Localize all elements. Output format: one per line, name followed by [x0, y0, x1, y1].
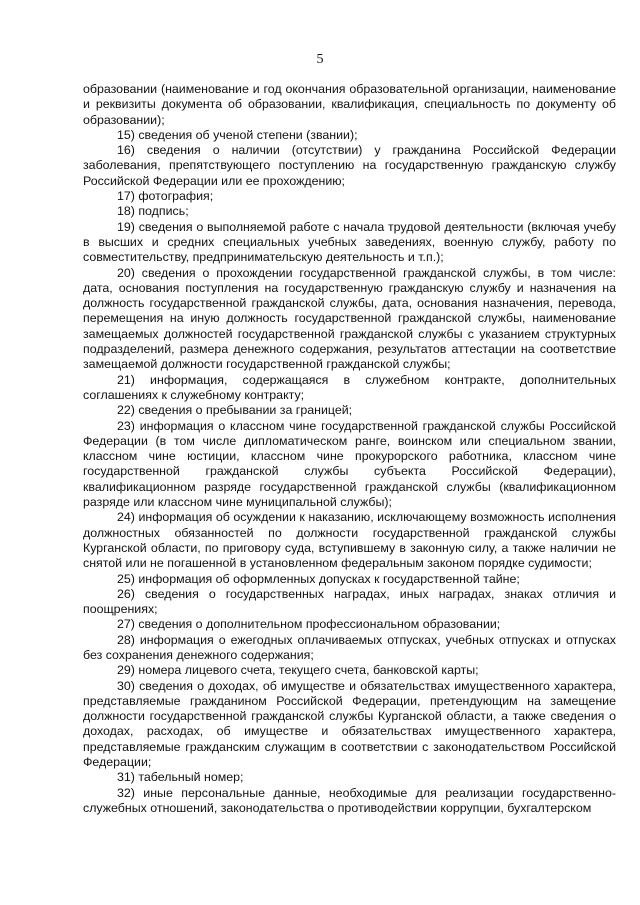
list-item-26: 26) сведения о государственных наградах, иных наградах, знаках отличия и поощрениях; — [83, 586, 616, 617]
list-item-28: 28) информация о ежегодных оплачиваемых отпусках, учебных отпусках и отпусках без сохранения денежного содержания; — [83, 632, 616, 662]
list-item-22: 22) сведения о пребывании за границей; — [117, 403, 353, 418]
list-item-29: 29) номера лицевого счета, текущего счета, банковской карты; — [117, 663, 479, 678]
list-item-21: 21) информация, содержащаяся в служебном контракте, дополнительных соглашениях к служебному контракту; — [83, 372, 616, 402]
list-item-19: 19) сведения о выполняемой работе с начала трудовой деятельности (включая учебу в высших и средних специальных учебных заведениях, военную службу, работу по совместительству, предпринимательскую деятельность и т.п.); — [83, 219, 616, 265]
list-item-20: 20) сведения о прохождении государственной гражданской службы, в том числе: дата, основания поступления на государственную гражданскую службу и назначения на должность государственной гражданской службы, дата, основания назначения, перевода, перемещения на иную должность государственной гражданской службы, наименование замещаемых должностей государственной гражданской службы с указанием структурных подразделений, размера денежного содержания, результатов аттестации на соответствие замещаемой должности государственной гражданской службы; — [83, 265, 616, 372]
list-item-18: 18) подпись; — [117, 204, 189, 219]
list-item-15: 15) сведения об ученой степени (звании); — [117, 127, 358, 142]
list-item-32: 32) иные персональные данные, необходимые для реализации государственно-служебных отношений, законодательства о противодействии коррупции, бухгалтерском — [83, 785, 616, 815]
list-item-17: 17) фотография; — [117, 189, 214, 204]
list-item-23: 23) информация о классном чине государственной гражданской службы Российской Федерации (в том числе дипломатическом ранге, воинском или специальном звании, классном чине юстиции, классном чине прокурорского работника, классном чине государственной гражданской службы субъекта Российской Федерации), квалификационном разряде государственной гражданской службы (квалификационном разряде или классном чине муниципальной службы); — [83, 418, 616, 510]
list-item-16: 16) сведения о наличии (отсутствии) у гражданина Российской Федерации заболевания, препятствующего поступлению на государственную гражданскую службу Российской Федерации или ее прохождению; — [83, 143, 616, 188]
document-body — [83, 82, 616, 816]
list-item-25: 25) информация об оформленных допусках к государственной тайне; — [117, 571, 520, 586]
page-number: 5 — [316, 52, 324, 67]
list-item-24: 24) информация об осуждении к наказанию, исключающему возможность исполнения должностных обязанностей по должности государственной гражданской службы Курганской области, по приговору суда, вступившему в законную силу, а также наличии не снятой или не погашенной в установленном федеральным законом порядке судимости; — [83, 510, 616, 571]
paragraph-education-continuation: образовании (наименование и год окончания образовательной организации, наименование и реквизиты документа об образовании, квалификация, специальность по документу об образовании); — [83, 82, 616, 127]
list-item-30: 30) сведения о доходах, об имуществе и обязательствах имущественного характера, представляемые гражданином Российской Федерации, претендующим на замещение должности государственной гражданской службы Курганской области, а также сведения о доходах, расходах, об имуществе и обязательствах имущественного характера, представляемые гражданским служащим в соответствии с законодательством Российской Федерации; — [83, 678, 616, 770]
list-item-27: 27) сведения о дополнительном профессиональном образовании; — [117, 617, 501, 632]
list-item-31: 31) табельный номер; — [117, 770, 244, 785]
